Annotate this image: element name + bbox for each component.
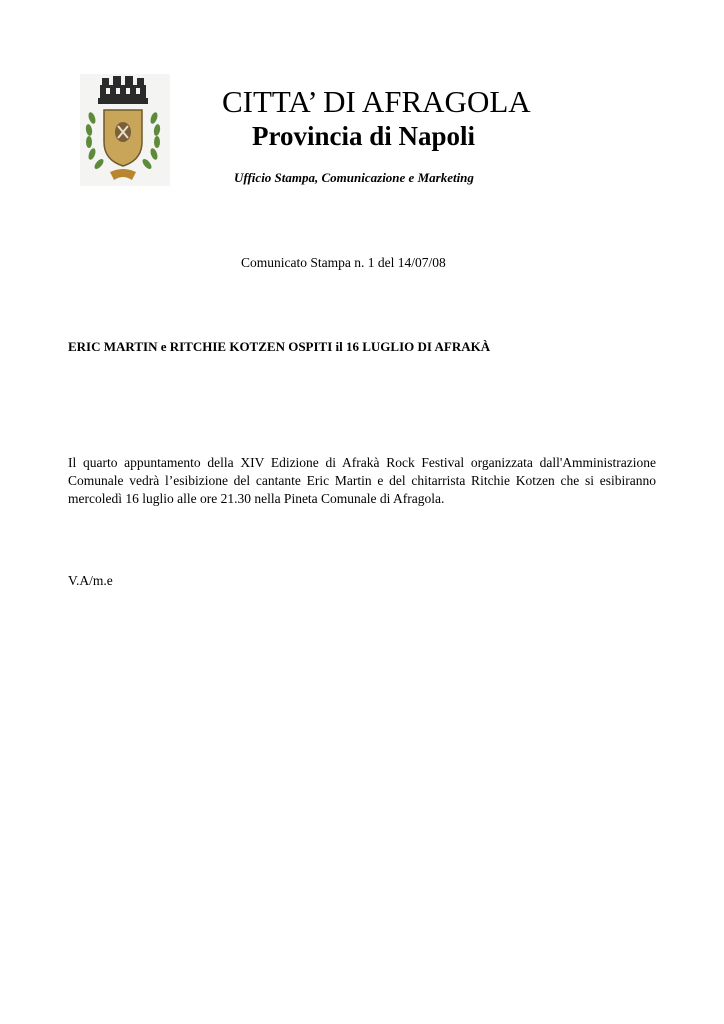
coat-of-arms [80,74,170,186]
body-paragraph: Il quarto appuntamento della XIV Edizione di Afrakà Rock Festival organizzata dall'Amministrazione Comunale vedrà l’esibizione del cantante Eric Martin e del chitarrista Ritchie Kotzen che si esibiranno mercoledì 16 luglio alle ore 21.30 nella Pineta Comunale di Afragola. [68,455,656,506]
coat-of-arms-icon [80,74,170,186]
ribbon-icon [110,169,136,180]
press-release-label: Comunicato Stampa n. 1 del 14/07/08 [241,255,446,270]
crown-icon [98,76,148,104]
city-title: CITTA’ DI AFRAGOLA [222,84,531,119]
signature: V.A/m.e [68,573,113,588]
office-name: Ufficio Stampa, Comunicazione e Marketing [234,170,474,185]
province-subtitle: Provincia di Napoli [252,121,476,151]
headline: ERIC MARTIN e RITCHIE KOTZEN OSPITI il 16 LUGLIO DI AFRAKÀ [68,339,491,354]
